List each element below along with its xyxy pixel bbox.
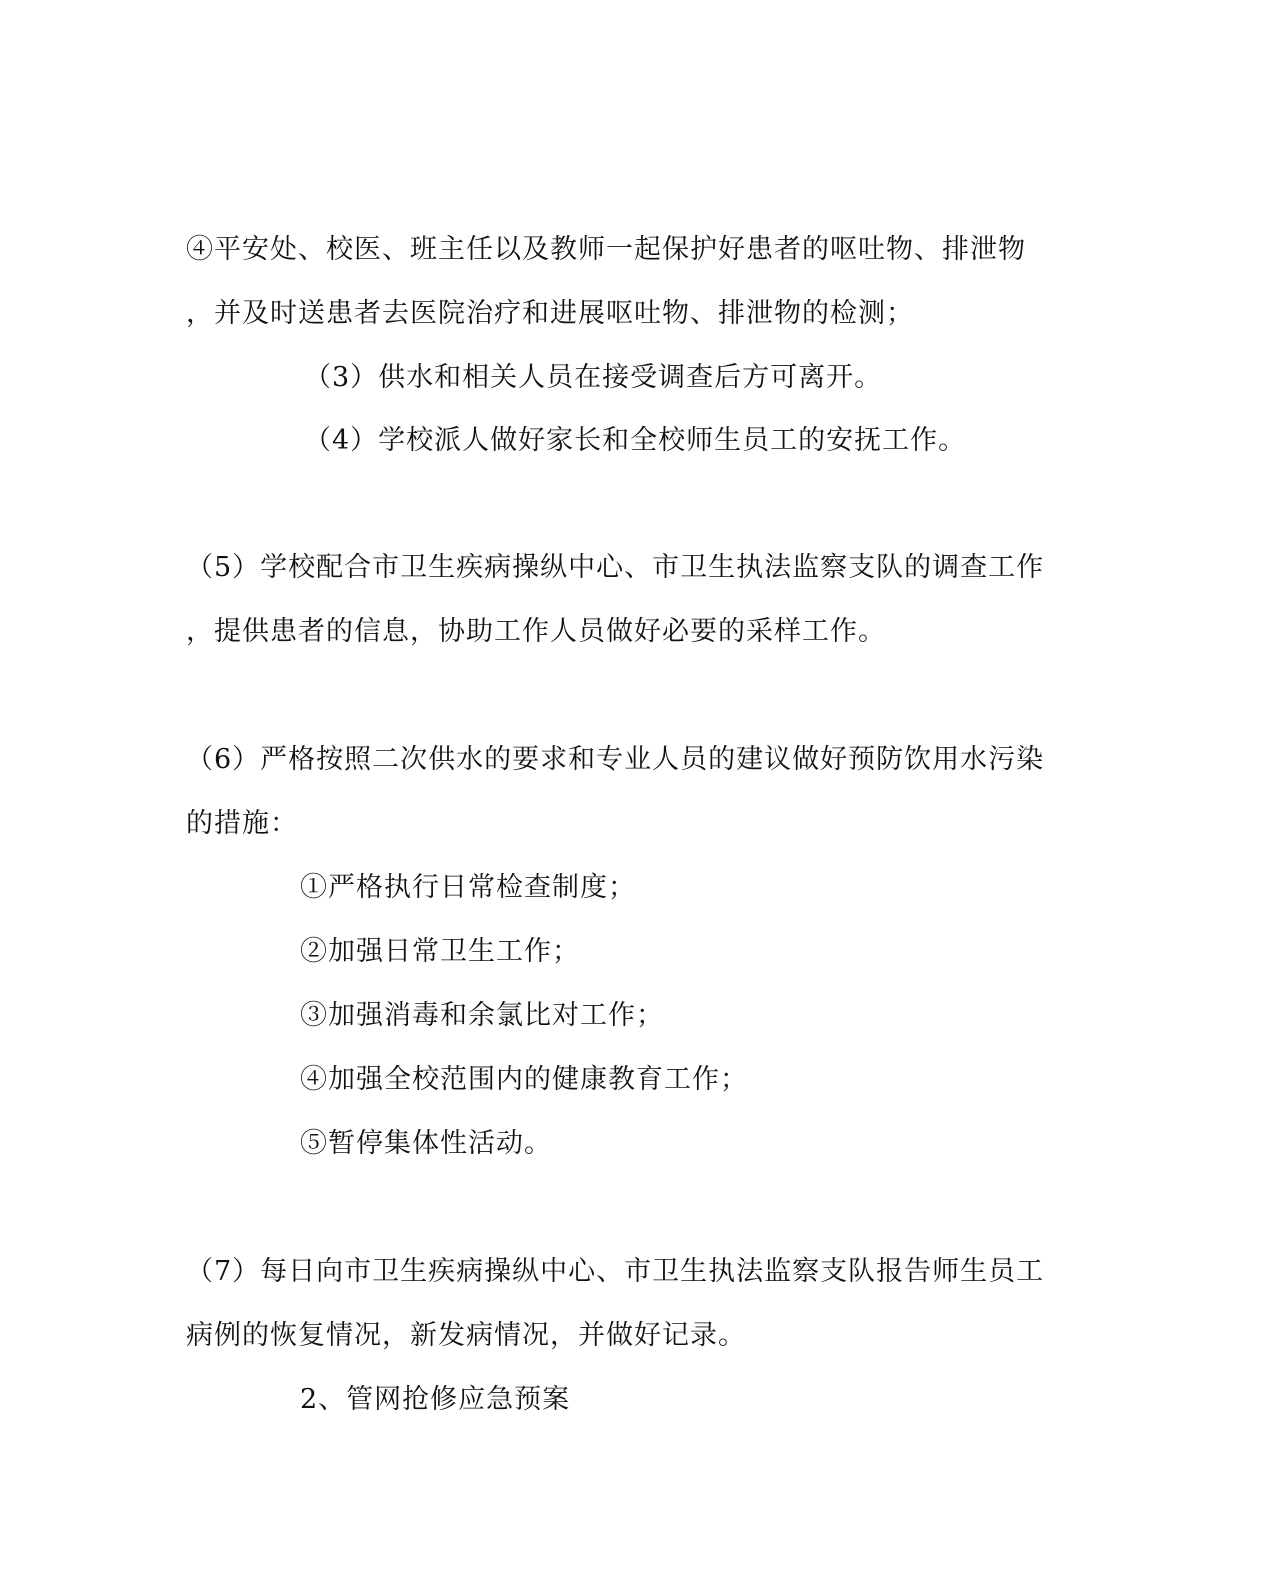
paragraph-line: （5）学校配合市卫生疾病操纵中心、市卫生执法监察支队的调查工作	[186, 552, 1045, 583]
list-item: ①严格执行日常检查制度；	[300, 872, 636, 903]
paragraph-line: 病例的恢复情况，新发病情况，并做好记录。	[186, 1320, 746, 1351]
paragraph-line: ，并及时送患者去医院治疗和进展呕吐物、排泄物的检测；	[186, 298, 914, 329]
list-item: ⑤暂停集体性活动。	[300, 1128, 552, 1159]
list-item: ④加强全校范围内的健康教育工作；	[300, 1064, 748, 1095]
paragraph-line: ④平安处、校医、班主任以及教师一起保护好患者的呕吐物、排泄物	[186, 234, 1026, 265]
paragraph-line: （4）学校派人做好家长和全校师生员工的安抚工作。	[304, 425, 967, 456]
paragraph-line: 的措施：	[186, 808, 298, 839]
list-item: ②加强日常卫生工作；	[300, 936, 580, 967]
paragraph-line: （6）严格按照二次供水的要求和专业人员的建议做好预防饮用水污染	[186, 744, 1045, 775]
list-item: ③加强消毒和余氯比对工作；	[300, 1000, 664, 1031]
section-heading: 2、管网抢修应急预案	[300, 1384, 571, 1415]
paragraph-line: ，提供患者的信息，协助工作人员做好必要的采样工作。	[186, 616, 886, 647]
paragraph-line: （7）每日向市卫生疾病操纵中心、市卫生执法监察支队报告师生员工	[186, 1256, 1045, 1287]
paragraph-line: （3）供水和相关人员在接受调查后方可离开。	[304, 362, 883, 393]
